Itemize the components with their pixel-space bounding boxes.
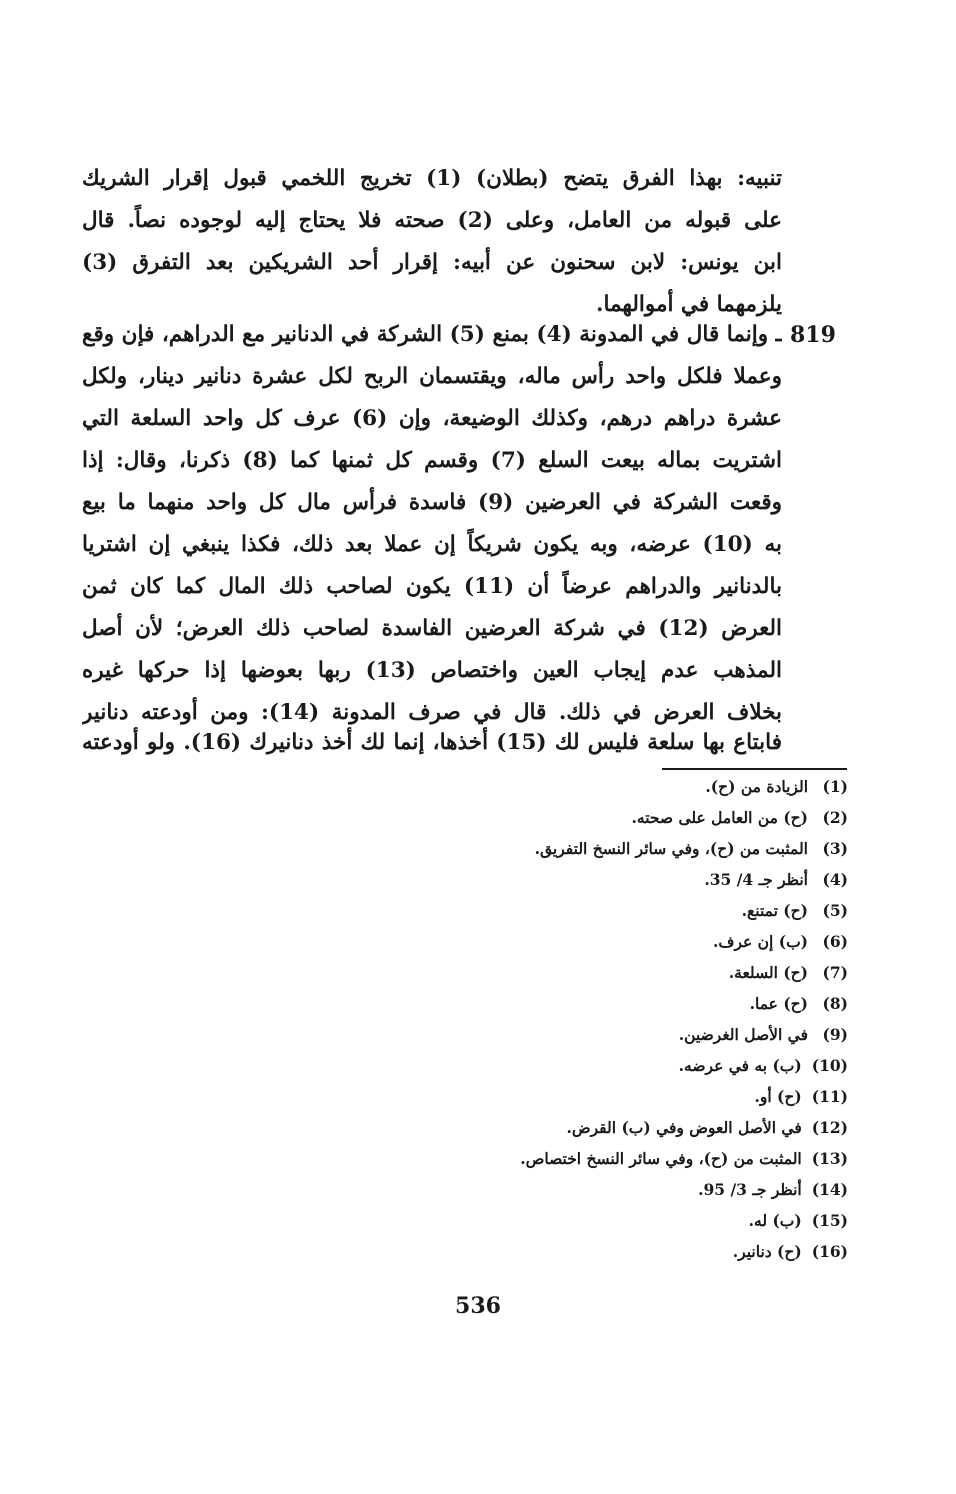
footnote-item bbox=[742, 896, 848, 926]
footnote-number: (8) bbox=[822, 994, 848, 1013]
footnote-item bbox=[520, 1144, 848, 1174]
footnote-text: (ح) تمتنع. bbox=[741, 901, 808, 920]
body-line: وقعت الشركة في العرضين (9) فاسدة فرأس مال كل واحد منهما ما بيع bbox=[82, 490, 782, 515]
footnote-item bbox=[729, 958, 848, 988]
footnote-item bbox=[733, 1237, 848, 1267]
footnote-number: (1) bbox=[822, 777, 848, 796]
footnote-number: (13) bbox=[811, 1149, 848, 1168]
body-line: ـ وإنما قال في المدونة (4) بمنع (5) الشركة في الدنانير مع الدراهم، فإن وقع bbox=[82, 322, 782, 347]
footnote-item bbox=[749, 1206, 848, 1236]
body-line: بالدنانير والدراهم عرضاً أن (11) يكون لصاحب ذلك المال كما كان ثمن bbox=[82, 574, 782, 599]
footnote-text: (ب) له. bbox=[748, 1211, 802, 1230]
footnote-text: (ح) دنانير. bbox=[732, 1242, 802, 1261]
body-line: تنبيه: بهذا الفرق يتضح (بطلان) (1) تخريج اللخمي قبول إقرار الشريك bbox=[82, 166, 782, 191]
footnote-text: الزيادة من (ح). bbox=[705, 777, 808, 796]
body-line: وعملا فلكل واحد رأس ماله، ويقتسمان الربح لكل عشرة دنانير دينار، ولكل bbox=[82, 364, 782, 389]
footnote-item bbox=[705, 772, 848, 802]
footnote-number: (11) bbox=[811, 1087, 848, 1106]
paragraph-number: 819 bbox=[790, 322, 836, 348]
footnote-text: في الأصل العوض وفي (ب) القرض. bbox=[566, 1118, 802, 1137]
footnote-text: في الأصل الغرضين. bbox=[678, 1025, 808, 1044]
footnote-item bbox=[750, 989, 848, 1019]
body-line: اشتريت بماله بيعت السلع (7) وقسم كل ثمنها كما (8) ذكرنا، وقال: إذا bbox=[82, 448, 782, 473]
body-line: به (10) عرضه، وبه يكون شريكاً إن عملا بعد ذلك، فكذا ينبغي إن اشتريا bbox=[82, 532, 782, 557]
footnote-number: (16) bbox=[811, 1242, 848, 1261]
footnote-number: (14) bbox=[811, 1180, 848, 1199]
footnote-item bbox=[679, 1051, 848, 1081]
footnote-item bbox=[704, 865, 848, 895]
footnote-text: (ح) أو. bbox=[754, 1087, 802, 1106]
body-line: يلزمهما في أموالهما. bbox=[595, 292, 782, 317]
footnote-number: (2) bbox=[822, 808, 848, 827]
footnote-number: (6) bbox=[822, 932, 848, 951]
body-line: ابن يونس: لابن سحنون عن أبيه: إقرار أحد الشريكين بعد التفرق (3) bbox=[82, 250, 782, 275]
footnote-text: (ب) به في عرضه. bbox=[678, 1056, 802, 1075]
page-number: 536 bbox=[455, 1293, 501, 1319]
body-line: بخلاف العرض في ذلك. قال في صرف المدونة (14): ومن أودعته دنانير bbox=[82, 700, 782, 725]
body-line: المذهب عدم إيجاب العين واختصاص (13) ربها بعوضها إذا حركها غيره bbox=[82, 658, 782, 683]
footnote-number: (15) bbox=[811, 1211, 848, 1230]
footnote-text: (ح) عما. bbox=[749, 994, 808, 1013]
footnote-number: (4) bbox=[822, 870, 848, 889]
footnote-number: (7) bbox=[822, 963, 848, 982]
footnote-item bbox=[679, 1020, 848, 1050]
footnote-item bbox=[566, 1113, 848, 1143]
footnote-text: المثبت من (ح)، وفي سائر النسخ التفريق. bbox=[534, 839, 808, 858]
footnote-separator bbox=[662, 768, 847, 770]
body-line: عشرة دراهم درهم، وكذلك الوضيعة، وإن (6) عرف كل واحد السلعة التي bbox=[82, 406, 782, 431]
footnote-number: (3) bbox=[822, 839, 848, 858]
body-line: العرض (12) في شركة العرضين الفاسدة لصاحب ذلك العرض؛ لأن أصل bbox=[82, 616, 782, 641]
body-line: فابتاع بها سلعة فليس لك (15) أخذها، إنما لك أخذ دنانيرك (16). ولو أودعته bbox=[82, 730, 782, 755]
footnote-text: أنظر جـ 3/ 95. bbox=[698, 1180, 802, 1199]
footnote-text: أنظر جـ 4/ 35. bbox=[704, 870, 808, 889]
footnote-item bbox=[535, 834, 848, 864]
footnote-text: (ح) من العامل على صحته. bbox=[631, 808, 808, 827]
footnote-text: (ح) السلعة. bbox=[728, 963, 808, 982]
body-line: على قبوله من العامل، وعلى (2) صحته فلا يحتاج إليه لوجوده نصاً. قال bbox=[82, 208, 782, 233]
footnote-item bbox=[632, 803, 848, 833]
footnote-number: (5) bbox=[822, 901, 848, 920]
footnote-text: (ب) إن عرف. bbox=[712, 932, 808, 951]
footnote-text: المثبت من (ح)، وفي سائر النسخ اختصاص. bbox=[520, 1149, 802, 1168]
footnote-number: (9) bbox=[822, 1025, 848, 1044]
footnote-item bbox=[754, 1082, 848, 1112]
footnote-number: (12) bbox=[811, 1118, 848, 1137]
footnote-item bbox=[698, 1175, 848, 1205]
footnote-number: (10) bbox=[811, 1056, 848, 1075]
footnote-item bbox=[713, 927, 848, 957]
